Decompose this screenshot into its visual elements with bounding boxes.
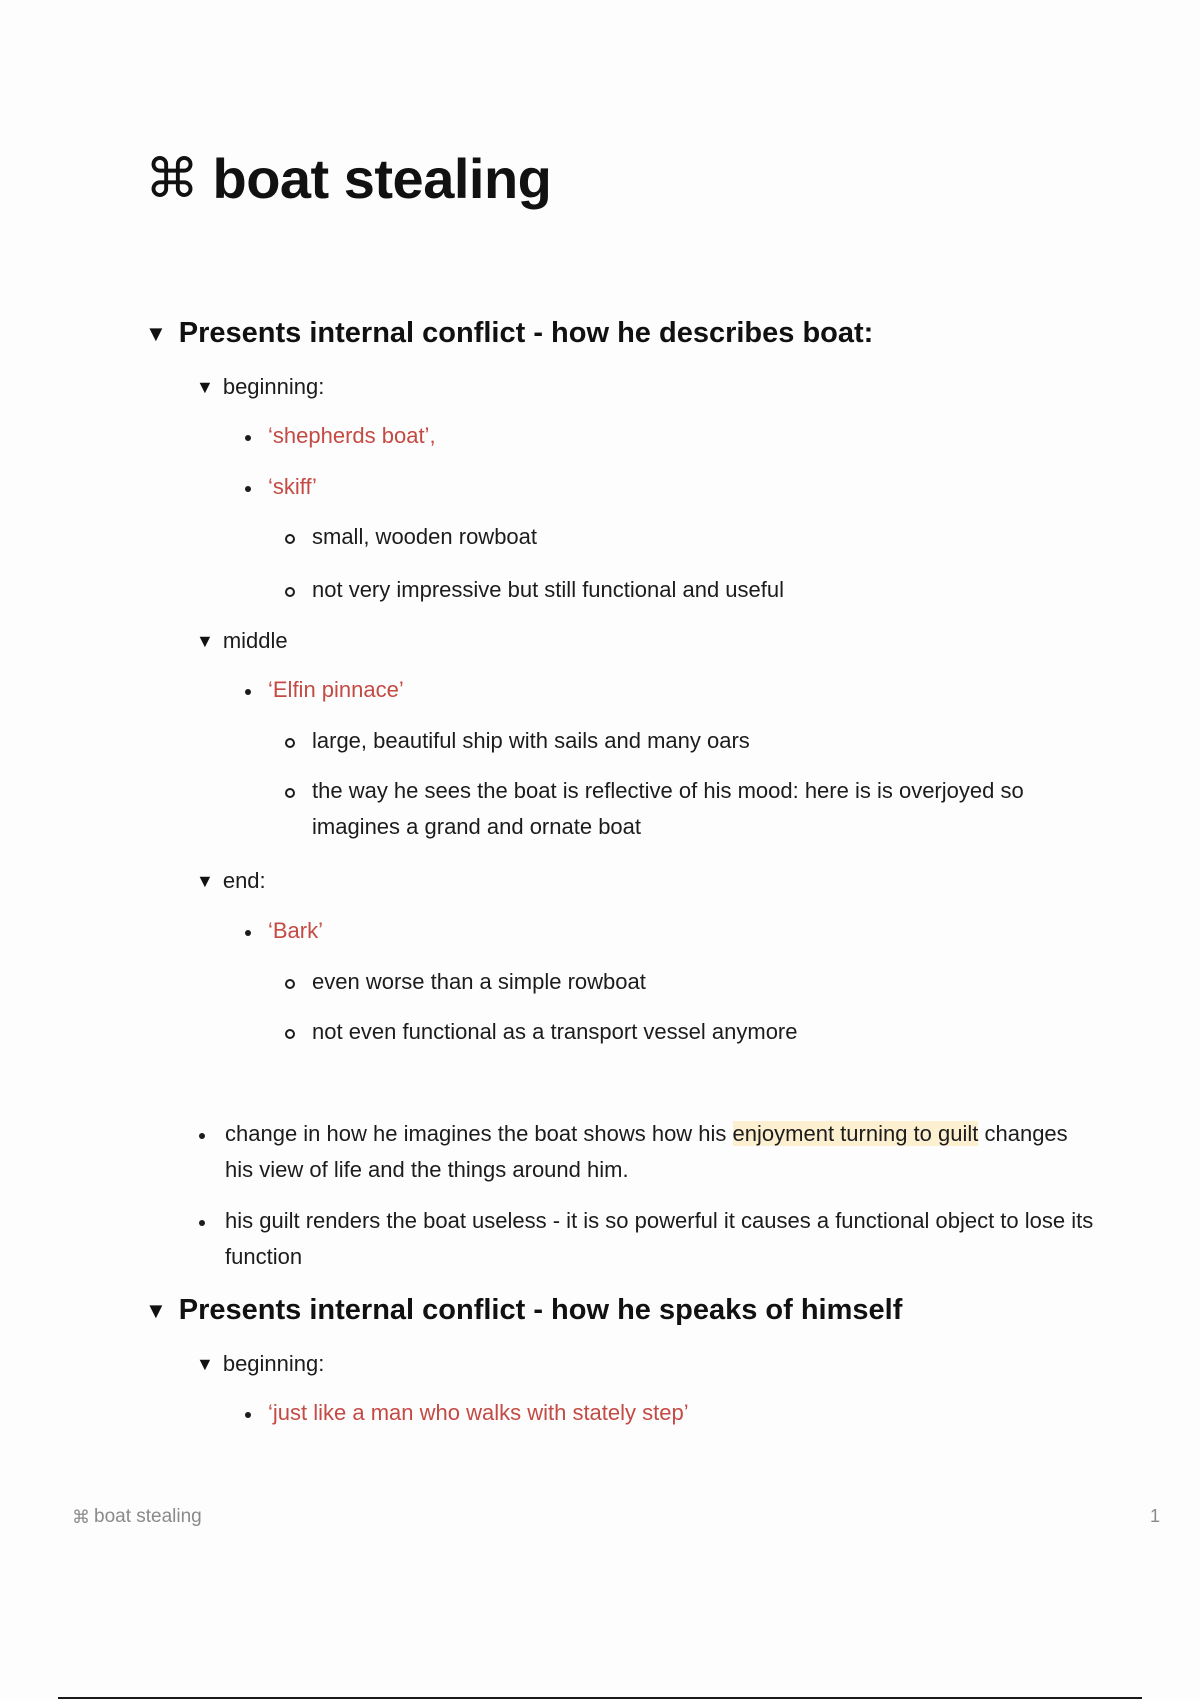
toggle-triangle-icon[interactable]: ▼ <box>196 631 214 651</box>
section2-toggle[interactable] <box>145 1294 902 1327</box>
beginning-toggle[interactable] <box>196 1351 324 1377</box>
quote-text: ‘Bark’ <box>268 918 324 943</box>
note-text: even worse than a simple rowboat <box>312 969 646 994</box>
summary-before: change in how he imagines the boat shows how his <box>225 1121 733 1146</box>
page-title-text: boat stealing <box>212 147 552 210</box>
quote-text: ‘just like a man who walks with stately step’ <box>268 1400 689 1425</box>
bullet-dot-icon <box>245 486 251 492</box>
command-icon: ⌘ <box>145 148 199 209</box>
bullet-dot-icon <box>199 1133 205 1139</box>
beginning-label: beginning: <box>222 1351 325 1376</box>
bullet-dot-icon <box>245 930 251 936</box>
list-item <box>268 672 404 708</box>
bullet-dot-icon <box>245 435 251 441</box>
summary-text: his guilt renders the boat useless - it is so powerful it causes a functional object to lose its function <box>225 1208 1094 1269</box>
bullet-dot-icon <box>245 1412 251 1418</box>
section2-heading: Presents internal conflict - how he speaks of himself <box>178 1294 903 1326</box>
list-item <box>268 1395 689 1431</box>
highlighted-text: enjoyment turning to guilt <box>732 1121 979 1146</box>
footer-title <box>72 1506 202 1528</box>
section1-toggle[interactable] <box>145 317 873 350</box>
list-item <box>312 773 1072 845</box>
list-item <box>312 723 750 759</box>
page-number: 1 <box>1149 1506 1160 1526</box>
list-item <box>225 1116 1095 1188</box>
bullet-circle-icon <box>285 1029 295 1039</box>
bullet-dot-icon <box>245 689 251 695</box>
footer-title-text: boat stealing <box>94 1506 202 1527</box>
bullet-circle-icon <box>285 738 295 748</box>
beginning-label: beginning: <box>222 374 325 399</box>
toggle-triangle-icon[interactable]: ▼ <box>196 1354 214 1374</box>
toggle-triangle-icon[interactable]: ▼ <box>196 871 214 891</box>
end-label: end: <box>222 868 266 893</box>
bullet-circle-icon <box>285 788 295 798</box>
middle-label: middle <box>222 628 288 653</box>
summary-after: changes his view of life and the things around him. <box>225 1121 1068 1182</box>
list-item <box>268 469 317 505</box>
list-item <box>312 572 784 608</box>
bullet-circle-icon <box>285 979 295 989</box>
note-text: large, beautiful ship with sails and many oars <box>312 728 750 753</box>
bullet-circle-icon <box>285 534 295 544</box>
note-text: small, wooden rowboat <box>312 524 538 549</box>
list-item <box>268 913 323 949</box>
list-item <box>268 418 436 454</box>
note-text: the way he sees the boat is reflective of his mood: here is is overjoyed so imagines a grand and ornate boat <box>312 778 1024 839</box>
page-title <box>145 146 551 211</box>
list-item <box>312 1014 798 1050</box>
note-text: not even functional as a transport vessel anymore <box>312 1019 798 1044</box>
quote-text: ‘shepherds boat’, <box>268 423 436 448</box>
middle-toggle[interactable] <box>196 628 288 654</box>
toggle-triangle-icon[interactable]: ▼ <box>196 377 214 397</box>
quote-text: ‘skiff’ <box>268 474 317 499</box>
list-item <box>225 1203 1095 1275</box>
section1-heading: Presents internal conflict - how he describes boat: <box>178 317 874 349</box>
bullet-circle-icon <box>285 587 295 597</box>
note-text: not very impressive but still functional and useful <box>312 577 785 602</box>
end-toggle[interactable] <box>196 868 266 894</box>
quote-text: ‘Elfin pinnace’ <box>268 677 404 702</box>
list-item <box>312 964 646 1000</box>
list-item <box>312 519 537 555</box>
toggle-triangle-icon[interactable]: ▼ <box>145 1297 167 1323</box>
bottom-divider <box>58 1697 1142 1699</box>
toggle-triangle-icon[interactable]: ▼ <box>145 320 167 346</box>
bullet-dot-icon <box>199 1220 205 1226</box>
beginning-toggle[interactable] <box>196 374 324 400</box>
command-icon: ⌘ <box>72 1506 90 1527</box>
